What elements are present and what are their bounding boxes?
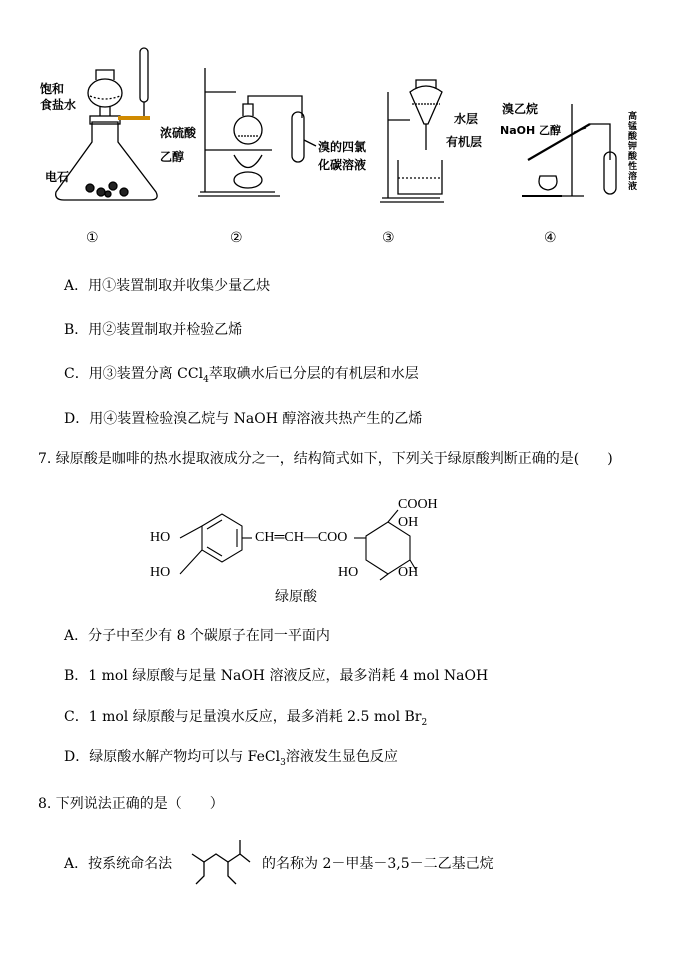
label-calcium-carbide: 电石 xyxy=(45,170,70,184)
apparatus-number-2: ② xyxy=(230,230,243,246)
structure-oh-right: OH xyxy=(398,515,419,530)
label-brine: 食盐水 xyxy=(40,98,77,112)
label-saturated: 饱和 xyxy=(40,82,65,96)
q7-option-a: A．分子中至少有 8 个碳原子在同一平面内 xyxy=(64,628,330,644)
q6-option-c: C．用③装置分离 CCl$_4$萃取碘水后已分层的有机层和水层 xyxy=(64,366,419,385)
q8-option-a-suffix: 的名称为 2－甲基－3,5－二乙基己烷 xyxy=(262,856,494,872)
label-bromine-ccl4-2: 化碳溶液 xyxy=(318,158,367,172)
structure-ho-ring-bottom: HO xyxy=(338,565,359,580)
q7-option-c: C．1 mol 绿原酸与足量溴水反应，最多消耗 2.5 mol $Br_2$ xyxy=(64,709,428,728)
structure-name: 绿原酸 xyxy=(275,589,317,605)
structure-oh-ring-bottom: OH xyxy=(398,565,419,580)
q8-stem: 8. 下列说法正确的是（ ） xyxy=(38,796,224,812)
apparatus-figure xyxy=(0,0,688,260)
q7-option-d: D．绿原酸水解产物均可以与 FeCl$_3$溶液发生显色反应 xyxy=(64,749,398,768)
label-naoh-ethanol: NaOH 乙醇 xyxy=(500,124,562,137)
label-ethanol: 乙醇 xyxy=(160,150,185,164)
apparatus-1-drawing xyxy=(56,48,157,200)
label-organic-layer: 有机层 xyxy=(446,135,483,149)
label-conc-sulfuric-acid: 浓硫酸 xyxy=(160,126,197,140)
structure-ho-bottom: HO xyxy=(150,565,171,580)
q6-option-a: A．用①装置制取并收集少量乙炔 xyxy=(64,278,271,294)
label-bromine-ccl4-1: 溴的四氯 xyxy=(318,140,367,154)
structure-ho-top: HO xyxy=(150,530,171,545)
q8-option-a-prefix: A．按系统命名法 xyxy=(64,856,173,872)
structure-chain: CH═CH—COO xyxy=(255,530,348,545)
q7-stem: 7. 绿原酸是咖啡的热水提取液成分之一，结构简式如下，下列关于绿原酸判断正确的是( ) xyxy=(38,451,613,467)
skeletal-formula xyxy=(188,836,258,886)
q6-option-b: B．用②装置制取并检验乙烯 xyxy=(64,322,243,338)
apparatus-number-1: ① xyxy=(86,230,99,246)
apparatus-2-drawing xyxy=(198,68,316,196)
apparatus-4-drawing xyxy=(522,104,616,196)
q7-option-b: B．1 mol 绿原酸与足量 NaOH 溶液反应，最多消耗 4 mol NaOH xyxy=(64,668,489,684)
label-water-layer: 水层 xyxy=(454,112,479,126)
apparatus-3-drawing xyxy=(380,80,444,202)
q6-option-d: D．用④装置检验溴乙烷与 NaOH 醇溶液共热产生的乙烯 xyxy=(64,411,423,427)
label-kmno4: 高锰酸钾酸性溶液 xyxy=(628,112,638,192)
apparatus-number-3: ③ xyxy=(382,230,395,246)
label-bromoethane: 溴乙烷 xyxy=(502,102,539,116)
structure-cooh: COOH xyxy=(398,497,438,512)
apparatus-number-4: ④ xyxy=(544,230,557,246)
